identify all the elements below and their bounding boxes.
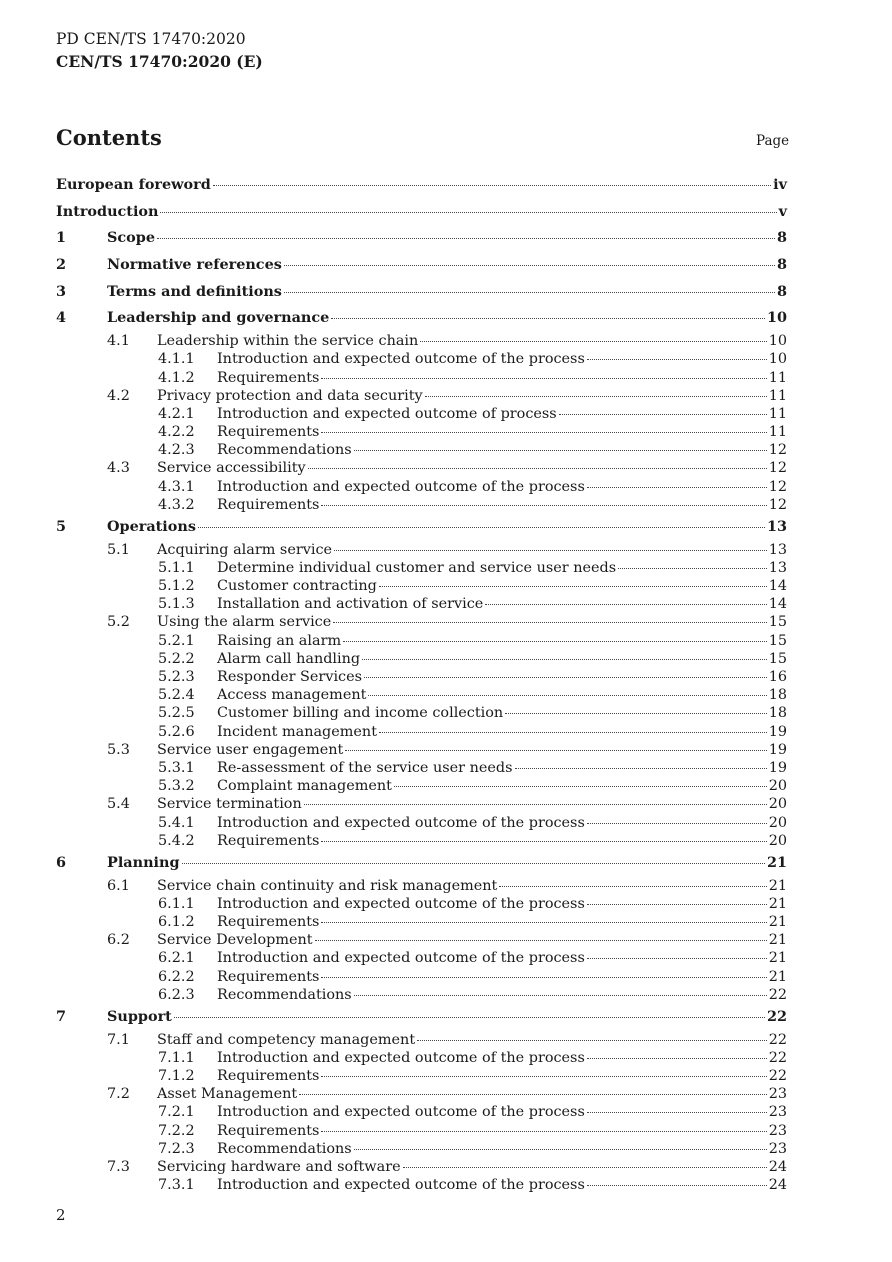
toc-entry-page: 11: [768, 369, 787, 386]
toc-entry[interactable]: [56, 559, 787, 577]
toc-entry-title: Service user engagement: [157, 741, 344, 758]
toc-entry-page: 18: [768, 687, 787, 704]
toc-entry-title: Re-assessment of the service user needs: [217, 759, 513, 776]
toc-entry-number: 5.2.4: [158, 687, 195, 704]
toc-entry-page: 23: [768, 1122, 787, 1139]
toc-entry-number: 4.2.2: [158, 424, 195, 441]
toc-dot-leader: [354, 449, 767, 451]
toc-entry-title: Determine individual customer and service user needs: [217, 559, 617, 576]
toc-entry-page: 22: [768, 986, 787, 1003]
toc-entry-number: 5.3: [107, 741, 130, 758]
toc-entry-title: Requirements: [217, 424, 320, 441]
toc-entry-number: 5.3.2: [158, 778, 195, 795]
contents-heading: Contents: [56, 125, 162, 150]
toc-entry-number: 5.3.1: [158, 759, 195, 776]
toc-entry-title: Recommendations: [217, 1140, 352, 1157]
toc-entry-number: 7.2.3: [158, 1140, 195, 1157]
toc-entry-title: Planning: [107, 853, 180, 871]
toc-entry-title: Normative references: [107, 256, 282, 274]
toc-entry[interactable]: [56, 541, 787, 559]
toc-entry-number: 4.3.2: [158, 496, 195, 513]
toc-entry-page: 18: [768, 705, 787, 722]
toc-entry-page: 20: [768, 796, 787, 813]
toc-entry-title: Raising an alarm: [217, 632, 342, 649]
toc-entry-page: 16: [768, 669, 787, 685]
toc-dot-leader: [499, 885, 766, 887]
toc-entry-title: Installation and activation of service: [217, 596, 484, 613]
table-of-contents: [56, 172, 787, 1194]
toc-entry-title: Incident management: [217, 723, 377, 740]
toc-dot-leader: [587, 358, 767, 360]
toc-dot-leader: [368, 694, 766, 696]
toc-entry[interactable]: [56, 704, 787, 722]
toc-entry[interactable]: [56, 279, 787, 306]
toc-entry-title: European foreword: [56, 176, 211, 193]
toc-entry-title: Requirements: [217, 913, 320, 930]
toc-entry-page: 15: [768, 614, 787, 631]
toc-entry-title: Operations: [107, 518, 196, 535]
toc-dot-leader: [587, 957, 767, 959]
toc-dot-leader: [198, 526, 765, 528]
toc-entry[interactable]: [56, 913, 787, 931]
toc-dot-leader: [587, 1111, 767, 1113]
toc-dot-leader: [362, 658, 767, 660]
toc-entry-title: Acquiring alarm service: [157, 541, 333, 558]
toc-entry-page: 14: [768, 578, 787, 595]
toc-entry-number: 4.2: [107, 387, 130, 404]
toc-entry-title: Scope: [107, 229, 155, 247]
toc-entry[interactable]: [56, 1067, 787, 1085]
toc-entry[interactable]: [56, 1049, 787, 1067]
toc-entry-number: 6.1.1: [158, 895, 195, 912]
toc-dot-leader: [315, 939, 767, 941]
toc-entry-page: 12: [768, 478, 787, 495]
toc-dot-leader: [213, 184, 771, 186]
toc-entry-title: Requirements: [217, 496, 320, 513]
toc-entry-page: 11: [768, 424, 787, 441]
page-column-label: Page: [756, 133, 790, 149]
toc-entry[interactable]: [56, 1103, 787, 1121]
toc-entry-title: Responder Services: [217, 669, 363, 685]
toc-entry-page: 13: [768, 559, 787, 576]
toc-entry-page: 19: [768, 759, 787, 776]
toc-entry-page: 12: [768, 442, 787, 459]
toc-entry-page: 21: [768, 932, 787, 949]
toc-entry-number: 5.4.1: [158, 814, 195, 831]
toc-entry-number: 7.1: [107, 1031, 130, 1048]
toc-dot-leader: [394, 785, 767, 787]
toc-entry-number: 3: [56, 282, 67, 300]
toc-entry[interactable]: [56, 252, 787, 279]
toc-dot-leader: [559, 413, 767, 415]
toc-entry[interactable]: [56, 1004, 787, 1031]
toc-entry-page: 22: [766, 1007, 787, 1025]
toc-dot-leader: [174, 1016, 765, 1018]
toc-entry-page: 14: [768, 596, 787, 613]
toc-entry[interactable]: [56, 305, 787, 332]
toc-entry[interactable]: [56, 686, 787, 704]
toc-dot-leader: [304, 803, 767, 805]
toc-entry-title: Support: [107, 1007, 172, 1025]
toc-entry-number: 5.2.1: [158, 632, 195, 649]
toc-entry-page: 11: [768, 387, 787, 404]
toc-entry-page: 10: [768, 351, 787, 368]
toc-entry-page: 20: [768, 778, 787, 795]
toc-entry-page: 13: [768, 541, 787, 558]
toc-entry-title: Service chain continuity and risk management: [157, 877, 498, 894]
toc-entry-title: Introduction: [56, 202, 159, 220]
toc-entry-page: 8: [776, 229, 787, 247]
toc-entry-page: 23: [768, 1140, 787, 1157]
toc-entry-number: 6.2.3: [158, 986, 195, 1003]
toc-entry-page: 15: [768, 632, 787, 649]
toc-entry-number: 5.1.2: [158, 578, 195, 595]
toc-entry[interactable]: [56, 949, 787, 967]
toc-entry-title: Introduction and expected outcome of the process: [217, 351, 585, 368]
toc-entry-title: Requirements: [217, 1122, 320, 1139]
toc-entry-number: 7.1.1: [158, 1049, 195, 1066]
toc-dot-leader: [334, 549, 767, 551]
toc-entry-title: Requirements: [217, 1067, 320, 1084]
toc-entry-title: Servicing hardware and software: [157, 1158, 401, 1175]
toc-entry-number: 6.1.2: [158, 913, 195, 930]
toc-dot-leader: [379, 585, 767, 587]
toc-entry-number: 5.4: [107, 796, 130, 813]
toc-entry[interactable]: [56, 172, 787, 199]
page-number: 2: [56, 1206, 66, 1224]
toc-entry-number: 5.2.3: [158, 669, 195, 685]
toc-entry-number: 7.2.2: [158, 1122, 195, 1139]
toc-entry-number: 4.1.1: [158, 351, 195, 368]
toc-entry-title: Introduction and expected outcome of the process: [217, 1104, 585, 1121]
toc-entry[interactable]: [56, 1158, 787, 1176]
toc-entry[interactable]: [56, 795, 787, 813]
toc-dot-leader: [331, 317, 765, 319]
toc-entry-number: 4.2.3: [158, 442, 195, 459]
toc-dot-leader: [420, 340, 766, 342]
toc-entry-page: 8: [776, 282, 787, 300]
toc-entry-title: Recommendations: [217, 986, 352, 1003]
toc-entry-number: 5.1.3: [158, 596, 195, 613]
toc-entry-page: 24: [768, 1177, 787, 1194]
toc-dot-leader: [321, 1075, 766, 1077]
toc-entry[interactable]: [56, 1122, 787, 1140]
toc-entry-page: 24: [768, 1158, 787, 1175]
toc-entry[interactable]: [56, 1140, 787, 1158]
toc-entry[interactable]: [56, 423, 787, 441]
toc-dot-leader: [379, 731, 767, 733]
toc-entry-title: Customer billing and income collection: [217, 705, 504, 722]
toc-entry[interactable]: [56, 777, 787, 795]
toc-dot-leader: [417, 1039, 767, 1041]
toc-entry-number: 5.2: [107, 614, 130, 631]
toc-entry[interactable]: [56, 387, 787, 405]
toc-entry-page: 21: [768, 950, 787, 967]
toc-entry-page: v: [778, 202, 787, 220]
toc-entry[interactable]: [56, 350, 787, 368]
toc-dot-leader: [364, 676, 767, 678]
toc-entry-page: 23: [768, 1104, 787, 1121]
toc-entry-page: 21: [768, 913, 787, 930]
toc-dot-leader: [485, 603, 766, 605]
toc-entry-title: Introduction and expected outcome of the process: [217, 1177, 585, 1194]
toc-entry-number: 6.2: [107, 932, 130, 949]
toc-dot-leader: [321, 504, 766, 506]
toc-entry-page: 22: [768, 1049, 787, 1066]
toc-entry[interactable]: [56, 199, 787, 226]
toc-entry-number: 5.2.6: [158, 723, 195, 740]
toc-entry-number: 1: [56, 229, 67, 247]
toc-entry-title: Introduction and expected outcome of the process: [217, 814, 585, 831]
toc-entry-title: Recommendations: [217, 442, 352, 459]
toc-entry[interactable]: [56, 968, 787, 986]
toc-dot-leader: [345, 749, 766, 751]
toc-dot-leader: [425, 395, 767, 397]
toc-entry-title: Terms and definitions: [107, 282, 282, 300]
toc-entry[interactable]: [56, 514, 787, 541]
toc-dot-leader: [587, 486, 767, 488]
toc-entry-title: Using the alarm service: [157, 614, 332, 631]
toc-entry-page: 20: [768, 814, 787, 831]
toc-entry-number: 6: [56, 853, 67, 871]
toc-entry-number: 7: [56, 1007, 67, 1025]
toc-entry[interactable]: [56, 877, 787, 895]
toc-entry-title: Introduction and expected outcome of the process: [217, 1049, 585, 1066]
toc-entry-number: 7.2.1: [158, 1104, 195, 1121]
toc-dot-leader: [321, 377, 766, 379]
toc-dot-leader: [321, 921, 766, 923]
toc-entry[interactable]: [56, 577, 787, 595]
toc-entry-page: 23: [768, 1086, 787, 1103]
toc-entry-title: Access management: [217, 687, 367, 704]
toc-entry[interactable]: [56, 814, 787, 832]
toc-entry-title: Asset Management: [157, 1086, 298, 1103]
toc-dot-leader: [587, 903, 767, 905]
toc-entry-number: 4.1: [107, 333, 130, 350]
toc-entry-title: Staff and competency management: [157, 1031, 416, 1048]
toc-dot-leader: [354, 994, 767, 996]
toc-entry-title: Requirements: [217, 832, 320, 849]
toc-dot-leader: [160, 211, 776, 213]
toc-entry-number: 5.1.1: [158, 559, 195, 576]
toc-entry-page: 13: [766, 518, 787, 535]
toc-entry-title: Introduction and expected outcome of the process: [217, 478, 585, 495]
toc-entry-number: 5.1: [107, 541, 130, 558]
toc-entry-page: 22: [768, 1067, 787, 1084]
document-id-header: PD CEN/TS 17470:2020: [56, 30, 246, 48]
toc-entry-title: Leadership within the service chain: [157, 333, 419, 350]
toc-entry-page: 21: [768, 877, 787, 894]
toc-entry-title: Requirements: [217, 968, 320, 985]
toc-dot-leader: [618, 567, 767, 569]
toc-dot-leader: [284, 264, 775, 266]
toc-dot-leader: [354, 1148, 767, 1150]
toc-entry-number: 7.3: [107, 1158, 130, 1175]
toc-entry[interactable]: [56, 1176, 787, 1194]
toc-entry[interactable]: [56, 895, 787, 913]
toc-entry[interactable]: [56, 1031, 787, 1049]
toc-entry[interactable]: [56, 650, 787, 668]
toc-entry-title: Introduction and expected outcome of the process: [217, 950, 585, 967]
toc-entry-title: Introduction and expected outcome of the process: [217, 895, 585, 912]
toc-entry-page: 21: [766, 853, 787, 871]
toc-entry[interactable]: [56, 1085, 787, 1103]
toc-entry-page: 12: [768, 496, 787, 513]
toc-entry-number: 7.3.1: [158, 1177, 195, 1194]
toc-dot-leader: [299, 1093, 767, 1095]
toc-entry-page: 22: [768, 1031, 787, 1048]
toc-entry[interactable]: [56, 595, 787, 613]
toc-entry[interactable]: [56, 613, 787, 631]
toc-dot-leader: [403, 1166, 767, 1168]
toc-dot-leader: [515, 767, 767, 769]
toc-dot-leader: [333, 621, 766, 623]
toc-entry[interactable]: [56, 668, 787, 686]
toc-dot-leader: [284, 291, 775, 293]
toc-entry-page: 20: [768, 832, 787, 849]
toc-dot-leader: [157, 237, 775, 239]
toc-entry-page: 15: [768, 650, 787, 667]
toc-entry[interactable]: [56, 496, 787, 514]
toc-entry-number: 7.1.2: [158, 1067, 195, 1084]
toc-entry-title: Requirements: [217, 369, 320, 386]
toc-entry[interactable]: [56, 832, 787, 850]
toc-entry-page: 19: [768, 741, 787, 758]
toc-dot-leader: [505, 712, 766, 714]
toc-entry-title: Service Development: [157, 932, 313, 949]
toc-entry-number: 6.1: [107, 877, 130, 894]
toc-entry-number: 6.2.2: [158, 968, 195, 985]
toc-entry[interactable]: [56, 405, 787, 423]
toc-dot-leader: [321, 840, 766, 842]
toc-dot-leader: [587, 822, 767, 824]
toc-entry[interactable]: [56, 931, 787, 949]
toc-entry[interactable]: [56, 332, 787, 350]
toc-entry-number: 2: [56, 256, 67, 274]
toc-entry-number: 7.2: [107, 1086, 130, 1103]
toc-entry[interactable]: [56, 850, 787, 877]
toc-dot-leader: [321, 1130, 766, 1132]
toc-entry[interactable]: [56, 478, 787, 496]
toc-entry[interactable]: [56, 741, 787, 759]
toc-entry-title: Service accessibility: [157, 460, 306, 477]
toc-dot-leader: [321, 431, 766, 433]
toc-entry-title: Privacy protection and data security: [157, 387, 423, 404]
toc-entry-page: 8: [776, 256, 787, 274]
toc-dot-leader: [182, 862, 765, 864]
toc-entry-number: 4.3: [107, 460, 130, 477]
toc-entry[interactable]: [56, 369, 787, 387]
toc-dot-leader: [321, 976, 766, 978]
toc-entry[interactable]: [56, 632, 787, 650]
toc-entry-number: 4.1.2: [158, 369, 195, 386]
toc-entry[interactable]: [56, 723, 787, 741]
toc-entry-number: 5: [56, 518, 67, 535]
toc-dot-leader: [587, 1057, 767, 1059]
toc-entry-number: 4.3.1: [158, 478, 195, 495]
toc-entry-number: 4: [56, 309, 67, 327]
toc-dot-leader: [587, 1184, 767, 1186]
toc-entry-number: 5.2.2: [158, 650, 195, 667]
document-id-header-english: CEN/TS 17470:2020 (E): [56, 52, 263, 71]
toc-entry-page: 10: [768, 333, 787, 350]
toc-entry-title: Customer contracting: [217, 578, 377, 595]
toc-entry-title: Introduction and expected outcome of process: [217, 405, 557, 422]
toc-entry-page: 11: [768, 405, 787, 422]
toc-entry-page: 21: [768, 968, 787, 985]
toc-entry-number: 4.2.1: [158, 405, 195, 422]
toc-entry-title: Complaint management: [217, 778, 392, 795]
toc-entry[interactable]: [56, 986, 787, 1004]
toc-entry[interactable]: [56, 441, 787, 459]
toc-entry-page: iv: [773, 176, 787, 193]
toc-entry-title: Service termination: [157, 796, 302, 813]
toc-entry-number: 6.2.1: [158, 950, 195, 967]
toc-dot-leader: [308, 467, 767, 469]
toc-entry-page: 10: [766, 309, 787, 327]
toc-entry[interactable]: [56, 225, 787, 252]
toc-entry-number: 5.2.5: [158, 705, 195, 722]
toc-entry-page: 21: [768, 895, 787, 912]
toc-entry[interactable]: [56, 759, 787, 777]
toc-entry-title: Alarm call handling: [217, 650, 361, 667]
toc-entry-page: 12: [768, 460, 787, 477]
toc-entry-page: 19: [768, 723, 787, 740]
toc-dot-leader: [343, 640, 767, 642]
toc-entry[interactable]: [56, 459, 787, 477]
toc-entry-number: 5.4.2: [158, 832, 195, 849]
toc-entry-title: Leadership and governance: [107, 309, 330, 327]
